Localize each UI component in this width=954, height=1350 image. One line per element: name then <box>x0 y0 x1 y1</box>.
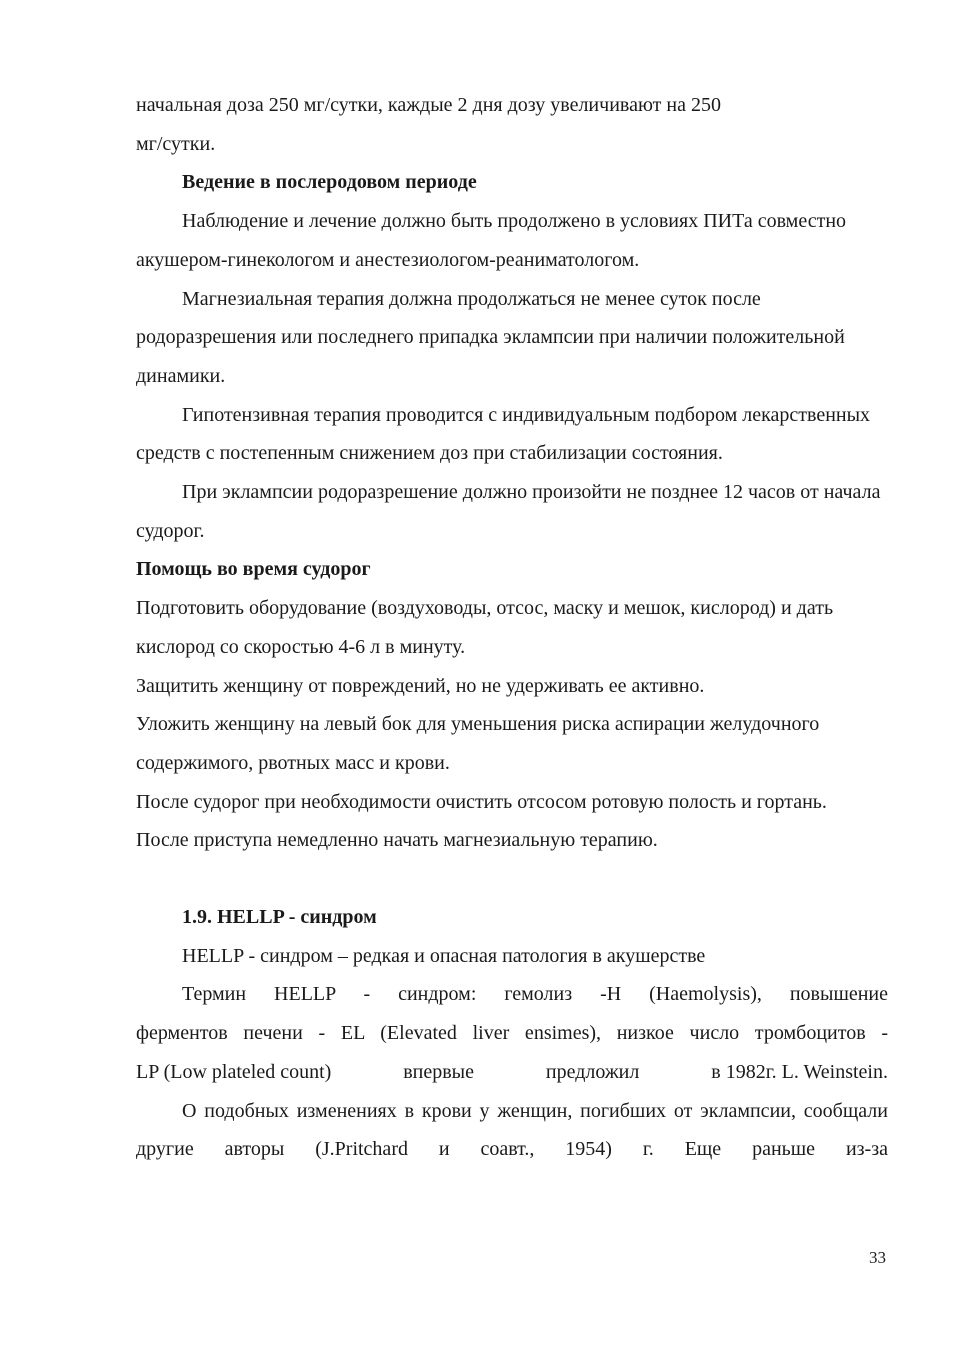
heading-postpartum: Ведение в послеродовом периоде <box>182 171 477 194</box>
heading-seizure-help: Помощь во время судорог <box>136 558 371 581</box>
paragraph-magnesium: Магнезиальная терапия должна продолжаться не менее суток после родоразрешения или последнего припадка эклампсии при наличии положительной динамики. <box>136 287 845 387</box>
heading-hellp: 1.9. HELLP - синдром <box>182 906 377 929</box>
seizure-step-suction: После судорог при необходимости очистить отсосом ротовую полость и гортань. <box>136 790 827 813</box>
paragraph-hellp-intro: HELLP - синдром – редкая и опасная патология в акушерстве <box>182 944 706 967</box>
paragraph-dose-line1: начальная доза 250 мг/сутки, каждые 2 дня дозу увеличивают на 250 <box>136 94 721 116</box>
paragraph-observation: Наблюдение и лечение должно быть продолжено в условиях ПИТа совместно акушером-гинекологом и анестезиологом-реаниматологом. <box>136 210 847 271</box>
term-part-author: в 1982г. L. Weinstein. <box>711 1060 888 1083</box>
paragraph-hellp-term-line1: Термин HELLP - синдром: гемолиз -H (Haemolysis), повышение <box>182 983 888 1006</box>
paragraph-hellp-term-line2: ферментов печени - EL (Elevated liver ensimes), низкое число тромбоцитов - <box>136 1022 888 1045</box>
seizure-step-equipment: Подготовить оборудование (воздуховоды, отсос, маску и мешок, кислород) и дать кислород со скоростью 4-6 л в минуту. <box>136 597 834 658</box>
term-part-proposed: предложил <box>545 1060 640 1083</box>
term-part-first: впервые <box>403 1060 474 1083</box>
term-part-lp: LP (Low plateled count) <box>136 1060 332 1083</box>
paragraph-hellp-term-line3 <box>136 1053 888 1092</box>
section-gap <box>136 860 888 898</box>
paragraph-hellp-history: О подобных изменениях в крови у женщин, погибших от эклампсии, сообщали другие авторы (J.Pritchard и соавт., 1954) г. Еще раньше из-за <box>136 1099 888 1161</box>
document-page <box>136 86 888 1169</box>
page-number: 33 <box>869 1248 886 1267</box>
paragraph-dose-line2: мг/сутки. <box>136 132 216 155</box>
seizure-step-position: Уложить женщину на левый бок для уменьшения риска аспирации желудочного содержимого, рвотных масс и крови. <box>136 713 820 774</box>
paragraph-delivery: При эклампсии родоразрешение должно произойти не позднее 12 часов от начала судорог. <box>136 481 881 542</box>
seizure-step-protect: Защитить женщину от повреждений, но не удерживать ее активно. <box>136 674 705 697</box>
paragraph-hypotensive: Гипотензивная терапия проводится с индивидуальным подбором лекарственных средств с постепенным снижением доз при стабилизации состояния. <box>136 403 871 465</box>
seizure-step-magnesium: После приступа немедленно начать магнезиальную терапию. <box>136 829 658 852</box>
